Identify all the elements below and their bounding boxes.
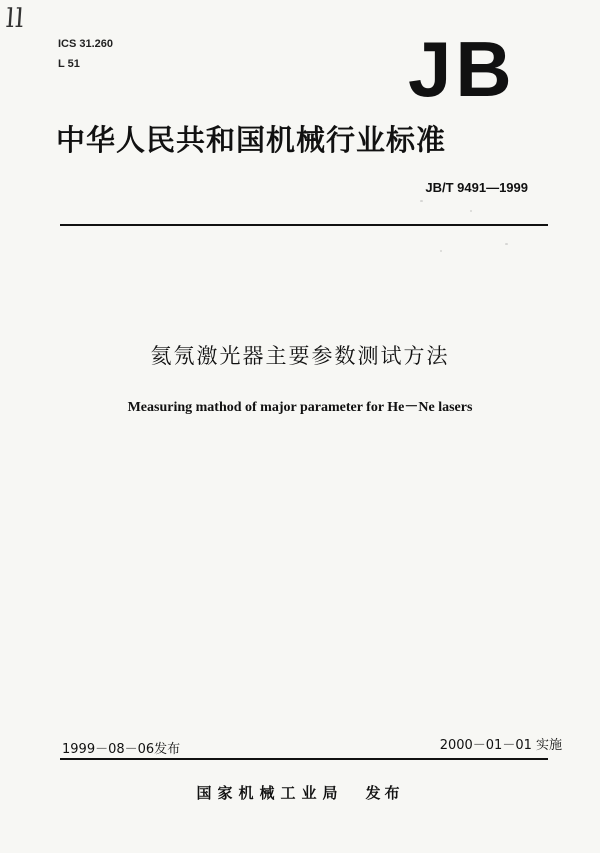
classification-code: L 51: [58, 58, 80, 70]
issue-date: 1999－08－06发布: [62, 742, 181, 757]
scan-speck: [440, 250, 442, 252]
footer-divider: [60, 758, 548, 760]
scan-speck: [470, 210, 472, 212]
scan-speck: [420, 200, 423, 202]
document-title-english: Measuring mathod of major parameter for He－Ne lasers: [127, 400, 473, 415]
handwritten-mark: ll: [4, 4, 26, 34]
document-title-chinese: 氦氖激光器主要参数测试方法: [150, 344, 450, 368]
jb-logo: JB: [408, 25, 516, 113]
standard-number: JB/T 9491—1999: [425, 180, 528, 195]
scan-speck: [505, 243, 508, 245]
implementation-date: 2000－01－01 实施: [439, 738, 562, 753]
ics-code: ICS 31.260: [58, 38, 114, 50]
publisher-name: 国家机械工业局: [196, 784, 344, 802]
standard-type-heading: 中华人民共和国机械行业标准: [56, 123, 447, 157]
publisher-line: [0, 782, 600, 803]
header-divider: [60, 224, 548, 226]
publish-label: 发布: [365, 784, 404, 802]
